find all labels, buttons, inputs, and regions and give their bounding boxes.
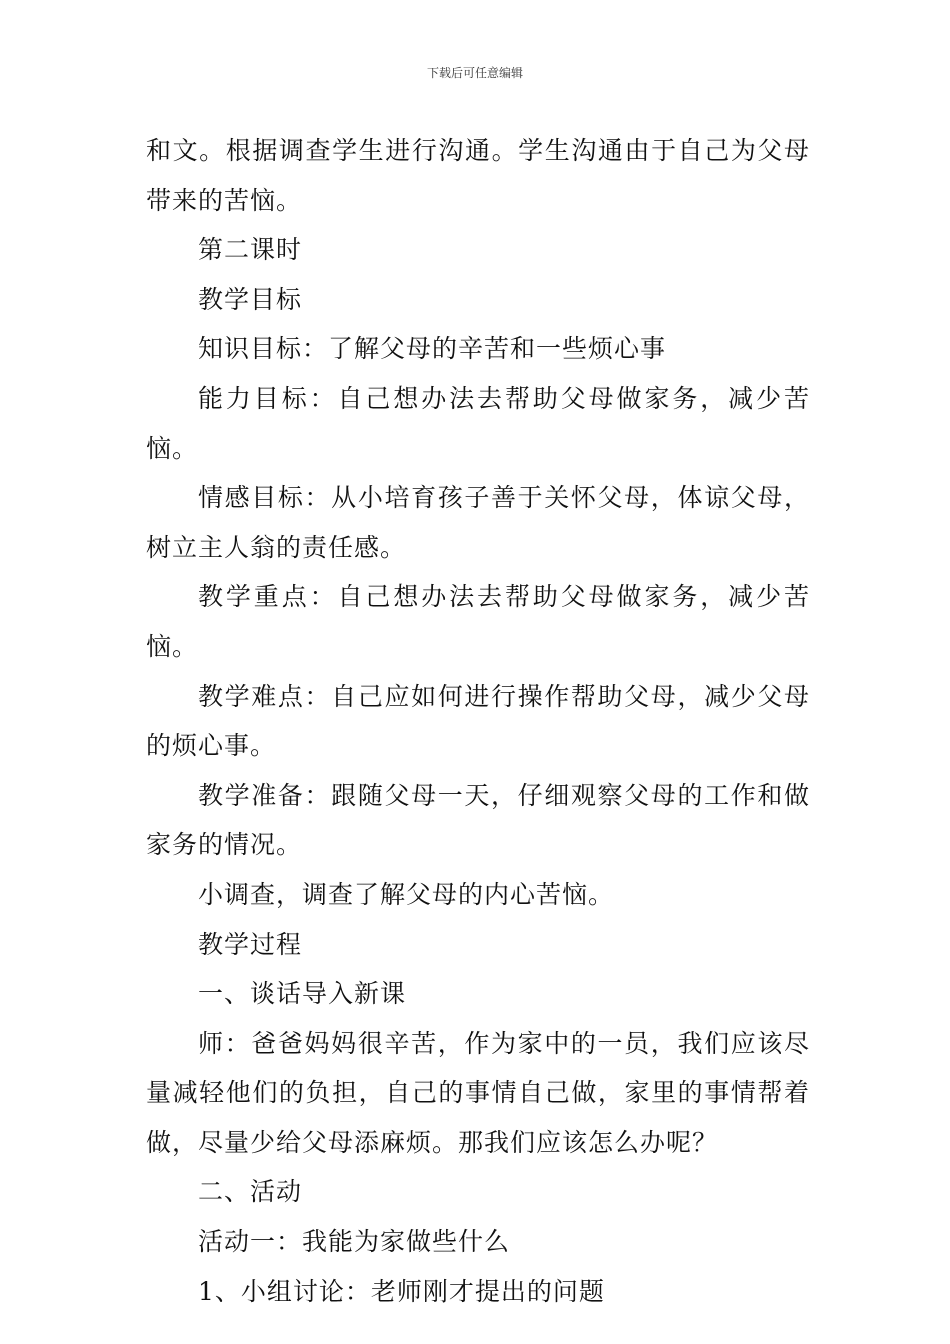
- paragraph: 情感目标：从小培育孩子善于关怀父母，体谅父母，树立主人翁的责任感。: [146, 483, 810, 562]
- paragraph: 和文。根据调查学生进行沟通。学生沟通由于自己为父母带来的苦恼。: [146, 136, 810, 215]
- paragraph: 知识目标：了解父母的辛苦和一些烦心事: [198, 334, 667, 364]
- document-body: [146, 126, 810, 1316]
- paragraph: 1、小组讨论：老师刚才提出的问题: [198, 1276, 605, 1306]
- paragraph: 师：爸爸妈妈很辛苦，作为家中的一员，我们应该尽量减轻他们的负担，自己的事情自己做，家里的事情帮着做，尽量少给父母添麻烦。那我们应该怎么办呢？: [146, 1028, 810, 1157]
- paragraph: 活动一：我能为家做些什么: [198, 1227, 511, 1257]
- section-heading: 一、谈话导入新课: [198, 979, 407, 1009]
- paragraph: 小调查，调查了解父母的内心苦恼。: [198, 879, 615, 909]
- section-heading: 教学目标: [198, 284, 303, 314]
- paragraph: 教学重点：自己想办法去帮助父母做家务，减少苦恼。: [146, 582, 810, 661]
- paragraph: 教学准备：跟随父母一天，仔细观察父母的工作和做家务的情况。: [146, 780, 810, 860]
- section-heading: 第二课时: [198, 235, 303, 265]
- section-heading: 二、活动: [198, 1177, 303, 1207]
- paragraph: 能力目标：自己想办法去帮助父母做家务，减少苦恼。: [146, 383, 810, 463]
- header-note: 下载后可任意编辑: [426, 66, 523, 80]
- section-heading: 教学过程: [198, 929, 303, 959]
- paragraph: 教学难点：自己应如何进行操作帮助父母，减少父母的烦心事。: [146, 681, 810, 761]
